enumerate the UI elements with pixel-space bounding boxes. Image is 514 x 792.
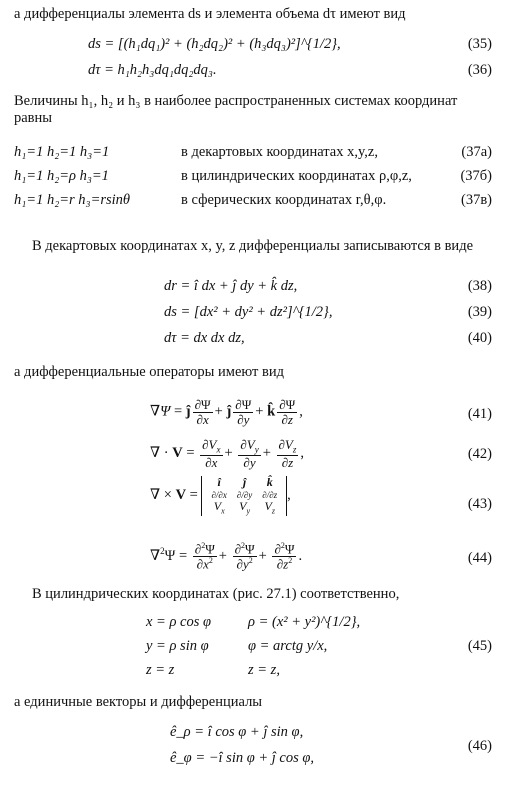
equation-number: (35) [467,36,492,52]
equation-number: (43) [467,496,492,512]
equation-body: ∇Ψ = ĵ $\frac{\partial\Psi}{\partial x}$ + ĵ $\frac{\partial\Psi}{\partial y}$ + k̂ $\frac{\partial\Psi}{\partial z}$ , [150,397,303,427]
equation-number: (36) [467,62,492,78]
equation-39 [0,304,514,326]
equation-45-line [0,614,514,636]
equation-45-line [0,662,514,684]
coord-description: в декартовых координатах x,y,z, [181,144,378,160]
text-paragraph: а единичные векторы и дифференциалы [14,694,263,710]
text-paragraph: В декартовых координатах x, y, z дифференциалы записываются в виде [32,238,474,254]
equation-body: ∇$^2$Ψ = $\frac{\partial^2\Psi}{\partial x^2}$ + $\frac{\partial^2\Psi}{\partial y^2}$ + $\frac{\partial^2\Psi}{\partial z^2}$ . [150,541,303,572]
equation-36 [0,62,514,84]
equation-43 [0,476,514,538]
coord-description: в сферических координатах r,θ,φ. [181,192,387,208]
table-row [14,168,492,190]
equation-body: dr = î dx + ĵ dy + k̂ dz, [164,278,298,294]
equation-number: (39) [467,304,492,320]
equation-body: ê_φ = −î sin φ + ĵ cos φ, [170,750,315,766]
equation-46-line [0,724,514,746]
equation-44 [0,540,514,580]
text-paragraph: Величины h₁, h₂ и h₃ в наиболее распространенных системах координат равны [14,93,458,127]
text-paragraph: В цилиндрических координатах (рис. 27.1) соответственно, [32,586,400,602]
equation-number: (37a) [461,144,492,160]
equation-number: (41) [467,406,492,422]
equation-body: y = ρ sin φ [146,638,209,654]
equation-body: ∇ × V = î ĵ k̂ ∂/∂x ∂/∂y ∂/∂z $V_x$ $V_y$ $V_z$ , [150,475,291,516]
h-values: h₁=1 h₂=1 h₃=1 [14,144,110,160]
equation-35 [0,36,514,58]
text-paragraph: а дифференциалы элемента ds и элемента объема dτ имеют вид [14,6,406,22]
equation-body: ρ = (x² + y²)^{1/2}, [248,614,361,630]
equation-number: (40) [467,330,492,346]
text-paragraph: а дифференциальные операторы имеют вид [14,364,285,380]
coord-description: в цилиндрических координатах ρ,φ,z, [181,168,412,184]
equation-41 [0,394,514,434]
determinant: î ĵ k̂ ∂/∂x ∂/∂y ∂/∂z $V_x$ $V_y$ $V_z$ [201,476,287,516]
h-values: h₁=1 h₂=r h₃=rsinθ [14,192,131,208]
equation-number: (44) [467,550,492,566]
equation-body: ∇ · V = $\frac{\partial V_x}{\partial x}$ + $\frac{\partial V_y}{\partial y}$ + $\frac{\partial V_z}{\partial z}$ , [150,437,305,471]
equation-body: ds = [dx² + dy² + dz²]^{1/2}, [164,304,333,320]
equation-body: ê_ρ = î cos φ + ĵ sin φ, [170,724,304,740]
equation-body: z = z [146,662,175,678]
equation-number: (38) [467,278,492,294]
equation-number: (42) [467,446,492,462]
equation-42 [0,434,514,474]
equation-38 [0,278,514,300]
table-row [14,192,492,214]
equation-number: (37б) [460,168,492,184]
equation-number: (45) [467,638,492,654]
table-row [14,144,492,166]
h-values: h₁=1 h₂=ρ h₃=1 [14,168,109,184]
equation-body: dτ = h₁h₂h₃dq₁dq₂dq₃. [88,62,217,78]
equation-number: (46) [467,738,492,754]
equation-40 [0,330,514,352]
equation-body: φ = arctg y/x, [248,638,328,654]
equation-45-line [0,638,514,660]
equation-body: z = z, [248,662,280,678]
equation-body: dτ = dx dx dz, [164,330,245,346]
equation-number: (37в) [460,192,492,208]
equation-46-line [0,738,514,772]
equation-body: ds = [(h₁dq₁)² + (h₂dq₂)² + (h₃dq₃)²]^{1/2}, [88,36,341,52]
equation-body: x = ρ cos φ [146,614,212,630]
